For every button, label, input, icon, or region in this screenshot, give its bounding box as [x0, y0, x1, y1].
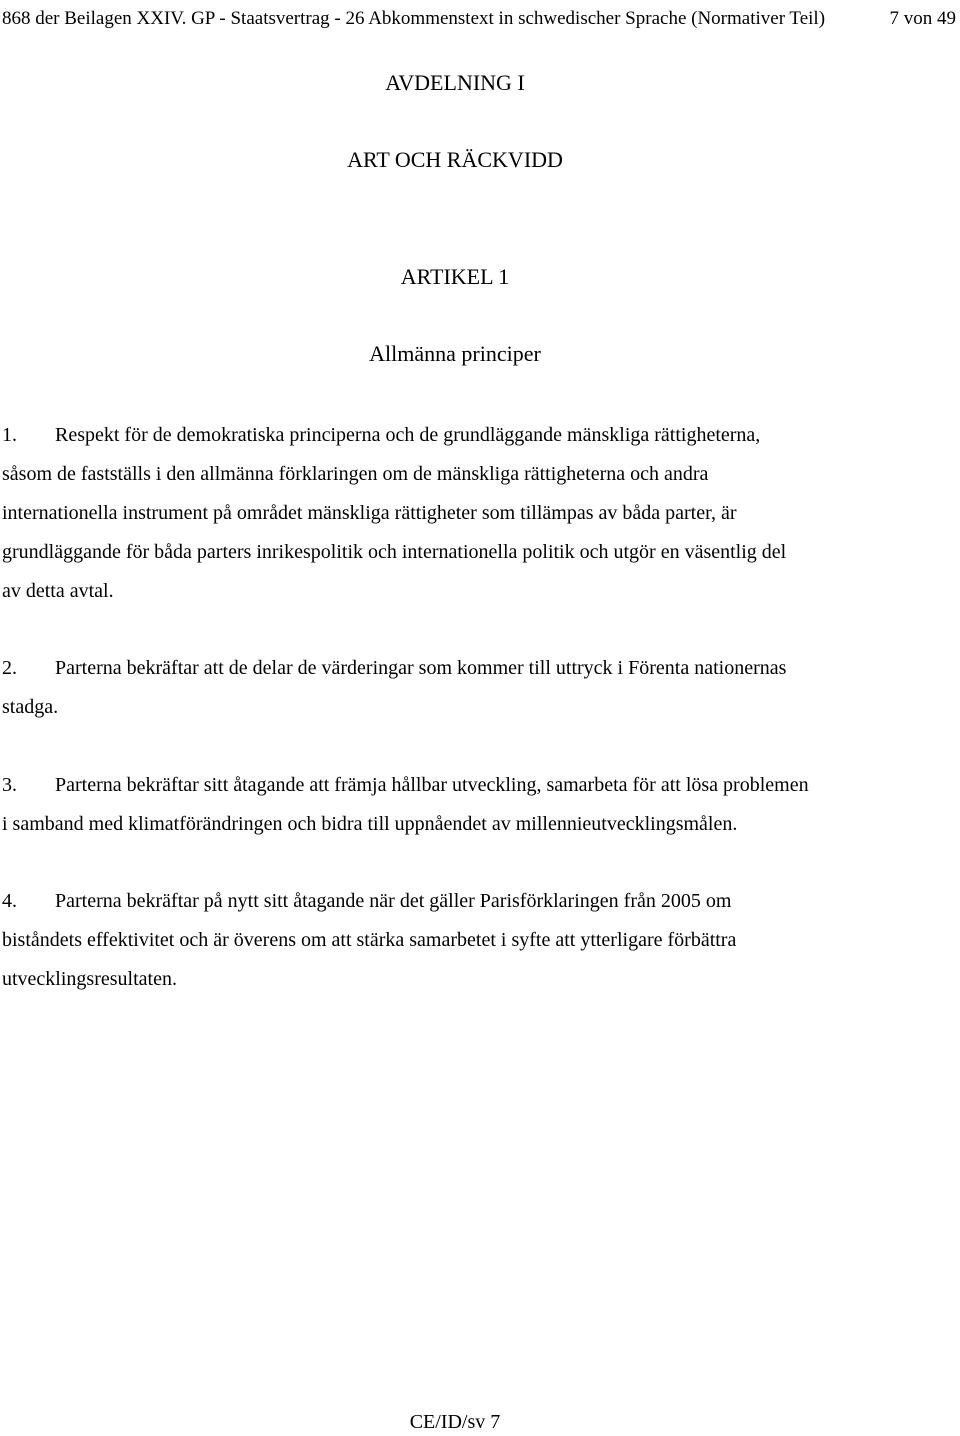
article-heading: ARTIKEL 1	[400, 264, 510, 289]
document-title: 868 der Beilagen XXIV. GP - Staatsvertrag - 26 Abkommenstext in schwedischer Sprache (Normativer Teil)	[2, 8, 826, 29]
paragraph-line: stadga.	[2, 696, 59, 718]
paragraph-4	[2, 882, 917, 999]
division-heading: AVDELNING I	[385, 70, 525, 95]
paragraph-line	[2, 882, 917, 921]
page-footer-code: CE/ID/sv 7	[409, 1411, 501, 1433]
paragraph-number: 2.	[2, 657, 17, 679]
paragraph-line: internationella instrument på området mänskliga rättigheter som tillämpas av båda parter, är	[2, 502, 737, 524]
page-number: 7 von 49	[889, 8, 956, 29]
page-header	[0, 0, 960, 30]
paragraph-number: 3.	[2, 774, 17, 796]
article-subject: Allmänna principer	[369, 341, 541, 366]
paragraph-line: såsom de fastställs i den allmänna förklaringen om de mänskliga rättigheterna och andra	[2, 463, 709, 485]
paragraph-line: i samband med klimatförändringen och bidra till uppnåendet av millennieutvecklingsmålen.	[2, 813, 738, 835]
paragraph-text: Respekt för de demokratiska principerna och de grundläggande mänskliga rättigheterna,	[55, 424, 761, 446]
paragraph-1	[2, 416, 917, 611]
paragraph-line	[2, 649, 917, 688]
paragraph-text: Parterna bekräftar på nytt sitt åtagande när det gäller Parisförklaringen från 2005 om	[55, 890, 732, 912]
paragraph-text: Parterna bekräftar sitt åtagande att främja hållbar utveckling, samarbeta för att lösa problemen	[55, 774, 809, 796]
paragraph-2	[2, 649, 917, 727]
paragraph-line	[2, 416, 917, 455]
paragraph-text: Parterna bekräftar att de delar de värderingar som kommer till uttryck i Förenta nationernas	[55, 657, 787, 679]
paragraph-number: 1.	[2, 424, 17, 446]
paragraph-number: 4.	[2, 890, 17, 912]
scope-heading: ART OCH RÄCKVIDD	[347, 147, 563, 172]
paragraph-3	[2, 766, 917, 844]
paragraph-line: biståndets effektivitet och är överens om att stärka samarbetet i syfte att ytterligare förbättra	[2, 929, 737, 951]
paragraph-line: grundläggande för båda parters inrikespolitik och internationella politik och utgör en väsentlig del	[2, 541, 787, 563]
paragraph-line: av detta avtal.	[2, 580, 114, 602]
paragraph-line	[2, 766, 917, 805]
paragraph-line: utvecklingsresultaten.	[2, 968, 177, 990]
